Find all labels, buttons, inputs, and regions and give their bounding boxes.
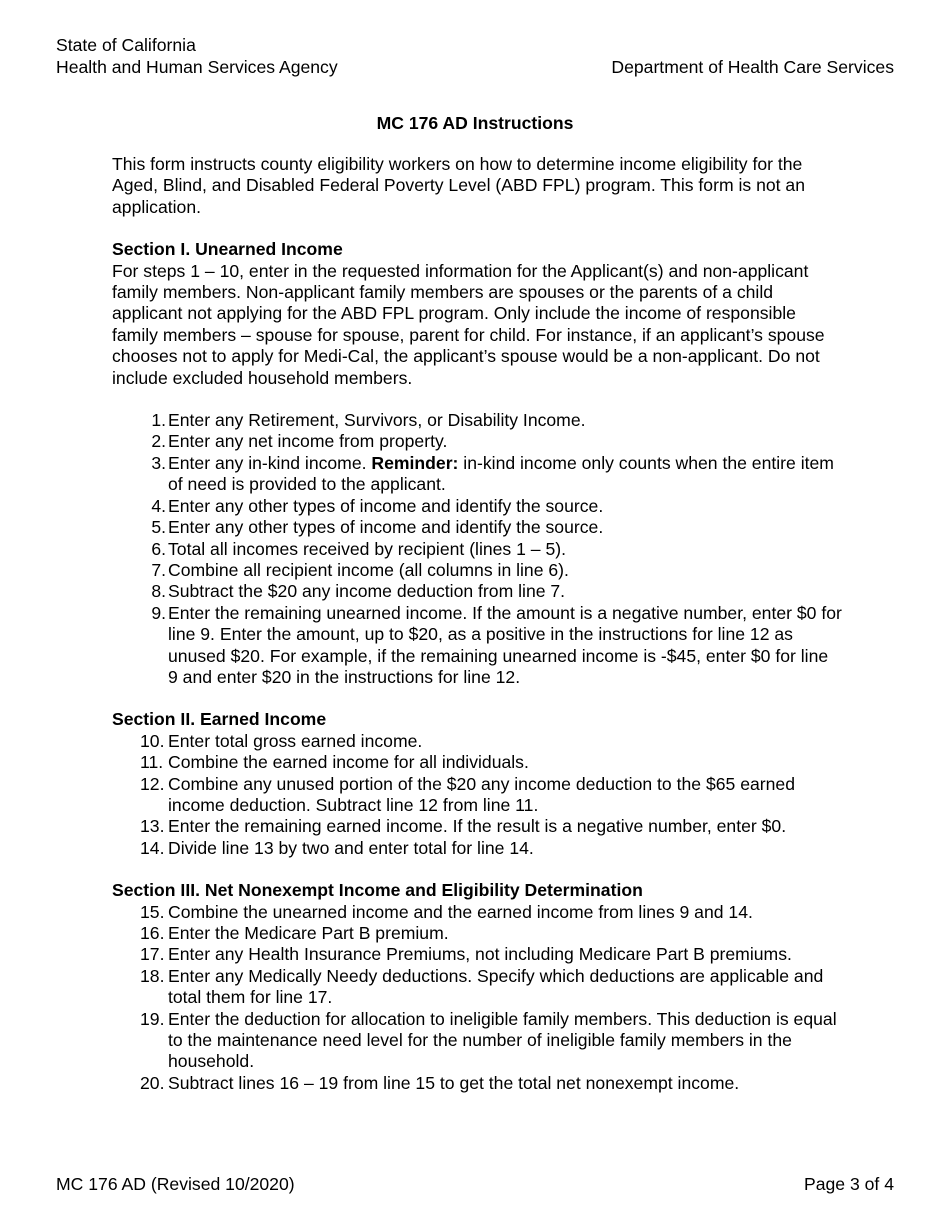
section-net-nonexempt-income [112, 880, 842, 1094]
intro-paragraph: This form instructs county eligibility workers on how to determine income eligibility for the Aged, Blind, and Disabled Federal Poverty Level (ABD FPL) program. This form is not an application. [112, 154, 805, 217]
list-item: 17. Enter any Health Insurance Premiums, not including Medicare Part B premiums. [140, 944, 792, 965]
header-department: Department of Health Care Services [611, 57, 894, 77]
header-agency-block [56, 34, 338, 78]
list-item: 13. Enter the remaining earned income. If the result is a negative number, enter $0. [140, 816, 787, 837]
list-item: 7. Combine all recipient income (all columns in line 6). [151, 559, 569, 580]
reminder-label: Reminder: [371, 452, 459, 473]
list-item: 19. Enter the deduction for allocation to ineligible family members. This deduction is equal to the maintenance need level for the number of ineligible family members in the household. [140, 1008, 837, 1072]
list-item: 9. Enter the remaining unearned income. If the amount is a negative number, enter $0 for line 9. Enter the amount, up to $20, as a positive in the instructions for line 12 as unused $20. For example, if the remaining unearned income is -$45, enter $0 for line 9 and enter $20 in the instructions for line 12. [151, 602, 842, 687]
footer-page-number: Page 3 of 4 [804, 1174, 894, 1194]
footer-form-id: MC 176 AD (Revised 10/2020) [56, 1174, 295, 1194]
section-earned-income [112, 709, 842, 859]
instruction-list [112, 902, 842, 1095]
list-item: 16. Enter the Medicare Part B premium. [140, 923, 449, 943]
list-item: 5. Enter any other types of income and identify the source. [151, 517, 604, 538]
list-item: 14. Divide line 13 by two and enter total for line 14. [140, 837, 534, 858]
list-item: 4. Enter any other types of income and identify the source. [151, 495, 604, 516]
section-heading: Section III. Net Nonexempt Income and Eligibility Determination [112, 880, 643, 901]
list-item: 8. Subtract the $20 any income deduction from line 7. [151, 581, 566, 602]
section-heading: Section I. Unearned Income [112, 239, 343, 260]
document-body [112, 154, 842, 1094]
section-body: For steps 1 – 10, enter in the requested information for the Applicant(s) and non-applicant family members. Non-applicant family members are spouses or the parents of a child applicant not applying for the ABD FPL program. Only include the income of responsible family members – spouse for spouse, parent for child. For instance, if an applicant’s spouse chooses not to apply for Medi-Cal, the applicant’s spouse would be a non-applicant. Do not include excluded household members. [112, 260, 825, 388]
list-item: 6. Total all incomes received by recipient (lines 1 – 5). [151, 538, 566, 559]
list-item: 3. Enter any in-kind income. Reminder: in-kind income only counts when the entire item of need is provided to the applicant. [151, 452, 834, 495]
list-item: 18. Enter any Medically Needy deductions. Specify which deductions are applicable and total them for line 17. [140, 965, 824, 1008]
section-heading: Section II. Earned Income [112, 709, 327, 730]
page-title: MC 176 AD Instructions [376, 113, 574, 133]
header-agency: Health and Human Services Agency [56, 57, 338, 77]
list-item: 15. Combine the unearned income and the earned income from lines 9 and 14. [140, 901, 753, 922]
instruction-list [112, 410, 842, 688]
header-state: State of California [56, 35, 196, 55]
list-item: 2. Enter any net income from property. [151, 431, 448, 452]
list-item: 1. Enter any Retirement, Survivors, or Disability Income. [151, 410, 586, 431]
list-item: 12. Combine any unused portion of the $20 any income deduction to the $65 earned income deduction. Subtract line 12 from line 11. [140, 773, 795, 815]
list-item: 20. Subtract lines 16 – 19 from line 15 to get the total net nonexempt income. [140, 1072, 740, 1093]
section-unearned-income [112, 239, 842, 688]
list-item: 11. Combine the earned income for all individuals. [140, 752, 529, 773]
instruction-list [112, 731, 842, 859]
list-item: 10. Enter total gross earned income. [140, 730, 423, 751]
